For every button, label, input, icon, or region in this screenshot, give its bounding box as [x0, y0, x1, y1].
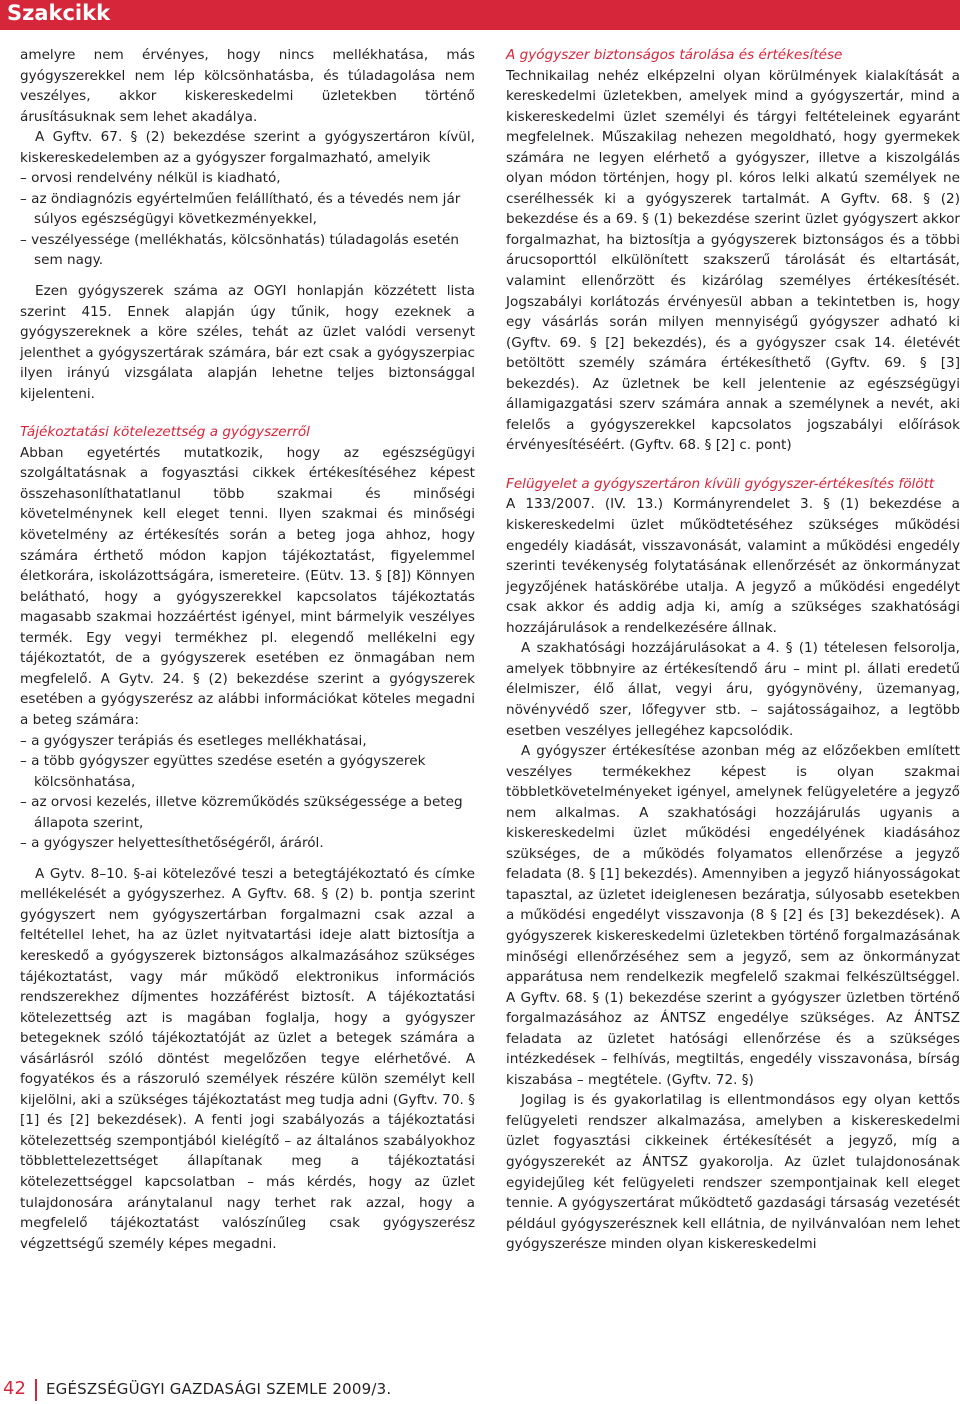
- section-header-bar: [0, 0, 960, 30]
- paragraph: A Gyftv. 67. § (2) bekezdése szerint a gyógyszertáron kívül, kiskereskedelemben az a gyógyszer forgalmazható, amelyik: [20, 129, 475, 166]
- list-item: – orvosi rendelvény nélkül is kiadható,: [20, 168, 475, 189]
- left-column: [20, 45, 475, 1254]
- paragraph: Technikailag nehéz elképzelni olyan körülmények kialakítását a kereskedelmi üzletekben, amelyek mind a gyógyszertár, mind a kiskereskedelmi üzlet személyi és tárgyi feltételeinek egyaránt megfelelnek. Műszakilag nehezen megoldható, hogy gyermekek számára ne legyen elérhető a gyógyszer, illetve a kiszolgálás olyan módon történjen, hogy pl. kóros lelki alkatú személyek ne cserélhessék ki a gyógyszerek tartalmát. A Gyftv. 68. § (2) bekezdése és a 69. § (1) bekezdése szerint üzlet gyógyszert akkor forgalmazhat, ha biztosítja a gyógyszerek biztonságos és a többi árucsoporttól elkülönített szakszerű tárolását és eltartását, valamint ellenőrzött és kizárólag személyes értékesítését. Jogszabályi korlátozás érvényesül abban a tekintetben is, hogy egy vásárlás során milyen mennyiségű gyógyszer adható ki (Gyftv. 69. § [2] bekezdés), és a gyógyszer csak 14. életévét betöltött személy számára értékesíthető (Gyftv. 69. § [3] bekezdés). Az üzletnek be kell jelentenie az egészségügyi államigazgatási szerv számára annak a személynek a nevét, aki felelős a gyógyszerekkel kapcsolatos jogszabályi előírások érvényesítéséért. (Gyftv. 68. § [2] c. pont): [506, 67, 960, 454]
- bullet-list: [20, 168, 475, 271]
- subheading: Felügyelet a gyógyszertáron kívüli gyógyszer-értékesítés fölött: [506, 475, 935, 492]
- section-title: Szakcikk: [7, 1, 111, 25]
- footer-divider: [35, 1379, 37, 1401]
- subheading: A gyógyszer biztonságos tárolása és értékesítése: [506, 47, 843, 63]
- paragraph: amelyre nem érvényes, hogy nincs mellékhatása, más gyógyszerekkel nem lép kölcsönhatásba, és túladagolása nem veszélyes, akkor kiskereskedelmi üzletekben történő árusításuknak sem lehet akadálya.: [20, 47, 475, 125]
- list-item: – a több gyógyszer együttes szedése esetén a gyógyszerek kölcsönhatása,: [20, 751, 475, 792]
- list-item: – az orvosi kezelés, illetve közreműködés szükségessége a beteg állapota szerint,: [20, 792, 475, 833]
- list-item: – a gyógyszer helyettesíthetőségéről, áráról.: [20, 833, 475, 854]
- list-item: – az öndiagnózis egyértelműen felállítható, és a tévedés nem jár súlyos egészségügyi következményekkel,: [20, 189, 475, 230]
- paragraph: A 133/2007. (IV. 13.) Kormányrendelet 3. § (1) bekezdése a kiskereskedelmi üzlet működtetéséhez szükséges működési engedély kiadását, visszavonását, valamint a működési engedély szerinti tevékenység folytatásának ellenőrzését az önkormányzat jegyzőjének hatáskörébe utalja. A jegyző a működési engedélyt csak akkor és addig adja ki, amíg a szükséges szakhatósági hozzájárulások a rendelkezésére állnak.: [506, 496, 960, 636]
- paragraph: Ezen gyógyszerek száma az OGYI honlapján közzétett lista szerint 415. Ennek alapján úgy tűnik, hogy ezeknek a gyógyszereknek a köre széles, tehát az üzlet valódi versenyt jelenthet a gyógyszertárak számára, bár ezt csak a gyógyszerpiac ilyen irányú vizsgálata alapján lehetne teljes biztonsággal kijelenteni.: [20, 283, 475, 402]
- list-item: – veszélyessége (mellékhatás, kölcsönhatás) túladagolás esetén sem nagy.: [20, 230, 475, 271]
- page-number: 42: [3, 1378, 26, 1399]
- right-column: [506, 45, 960, 1255]
- bullet-list: [20, 731, 475, 854]
- paragraph: A Gytv. 8–10. §-ai kötelezővé teszi a betegtájékoztató és címke mellékelését a gyógyszerhez. A Gyftv. 68. § (2) b. pontja szerint gyógyszert nem gyógyszertárban forgalmazni csak azzal a feltétellel lehet, ha az üzlet nyitvatartási ideje alatt biztosítja a kereskedő a gyógyszerek biztonságos alkalmazásához szükséges tájékoztatást, vagy már működő elektronikus információs rendszerekhez díjmentes hozzáférést biztosít. A tájékoztatási kötelezettség azt is magában foglalja, hogy a gyógyszer betegeknek szóló tájékoztatóját az üzlet a betegek számára a vásárlásról szóló döntést megelőzően tegye elérhetővé. A fogyatékos és a rászoruló személyek részére külön személyt kell kijelölni, aki a szükséges tájékoztatást meg tudja adni (Gyftv. 70. § [1] és [2] bekezdések). A fenti jogi szabályozás a tájékoztatási kötelezettség szempontjából kielégítő – az általános szabályokhoz többlettelezettséget állapítanak meg a tájékoztatási kötelezettséggel kapcsolatban – más kérdés, hogy az üzlet tulajdonosára aránytalanul nagy terhet rak azzal, hogy a megfelelő tájékoztatást valószínűleg csak gyógyszerész végzettségű személy képes megadni.: [20, 865, 475, 1252]
- paragraph: A gyógyszer értékesítése azonban még az előzőekben említett veszélyes termékekhez képest is olyan szakmai többletkövetelményeket igényel, amelynek felügyeletére a jegyző nem alkalmas. A szakhatósági hozzájárulás ugyanis a kiskereskedelmi üzlet működési engedélyének kiadásához szükséges, de a működés folyamatos ellenőrzése a jegyző feladata (8. § [1] bekezdés). Amennyiben a jegyző hiányosságokat tapasztal, az üzletet ideiglenesen bezáratja, súlyosabb esetekben a működési engedélyt visszavonja (8 § [2] és [3] bekezdések). A gyógyszerek kiskereskedelmi üzletekben történő forgalmazásának minőségi ellenőrzéséhez sem a jegyző, sem az önkormányzat apparátusa nem rendelkezik megfelelő szakmai felkészültséggel. A Gyftv. 68. § (1) bekezdése szerint a gyógyszer üzletben történő forgalmazásához az ÁNTSZ engedélye szükséges. Az ÁNTSZ feladata az üzletet hatósági ellenőrzése és a szükséges intézkedések – felhívás, megtiltás, engedély visszavonása, bírság kiszabása – megtétele. (Gyftv. 72. §): [506, 743, 960, 1088]
- paragraph: Abban egyetértés mutatkozik, hogy az egészségügyi szolgáltatásnak a fogyasztási cikkek értékesítéséhez képest összehasonlíthatatlanul több szakmai és minőségi követelménynek kell eleget tenni. Ilyen szakmai és minőségi követelmény az értékesítés során a beteg joga ahhoz, hogy számára érthető módon kapjon tájékoztatást, figyelemmel életkorára, iskolázottságára, ismereteire. (Eütv. 13. § [8]) Könnyen belátható, hogy a gyógyszerekkel kapcsolatos tájékoztatás magasabb szakmai hozzáértést igényel, mint bármelyik veszélyes termék. Egy vegyi termékhez pl. elegendő mellékelni egy tájékoztatót, de a gyógyszerek esetében ez önmagában nem megfelelő. A Gytv. 24. § (2) bekezdése szerint a gyógyszerek esetében a gyógyszerész az alábbi információkat köteles megadni a beteg számára:: [20, 444, 475, 728]
- journal-title: EGÉSZSÉGÜGYI GAZDASÁGI SZEMLE 2009/3.: [46, 1380, 392, 1398]
- paragraph: Jogilag is és gyakorlatilag is ellentmondásos egy olyan kettős felügyeleti rendszer alkalmazása, amelyben a kiskereskedelmi üzlet fogyasztási cikkeinek értékesítését a jegyző, míg a gyógyszerekét az ÁNTSZ gyakorolja. Az üzlet tulajdonosának egyidejűleg két felügyeleti rendszer szempontjainak kell eleget tennie. A gyógyszertárat működtető gazdasági társaság vezetését például gyógyszerésznek kell ellátnia, de nyilvánvalóan nem lehet gyógyszerésze minden olyan kiskereskedelmi: [506, 1092, 960, 1253]
- list-item: – a gyógyszer terápiás és esetleges mellékhatásai,: [20, 731, 475, 752]
- subheading: Tájékoztatási kötelezettség a gyógyszerről: [20, 424, 310, 441]
- paragraph: A szakhatósági hozzájárulásokat a 4. § (1) tételesen felsorolja, amelyek többnyire az értékesítendő áru – mint pl. állati eredetű élelmiszer, élő állat, vegyi áru, gyógynövény, üzemanyag, növényvédő szer, lőfegyver stb. – sajátosságaihoz, a legtöbb esetben veszélyes jellegéhez kapcsolódik.: [506, 640, 960, 739]
- page-footer: [0, 1377, 480, 1401]
